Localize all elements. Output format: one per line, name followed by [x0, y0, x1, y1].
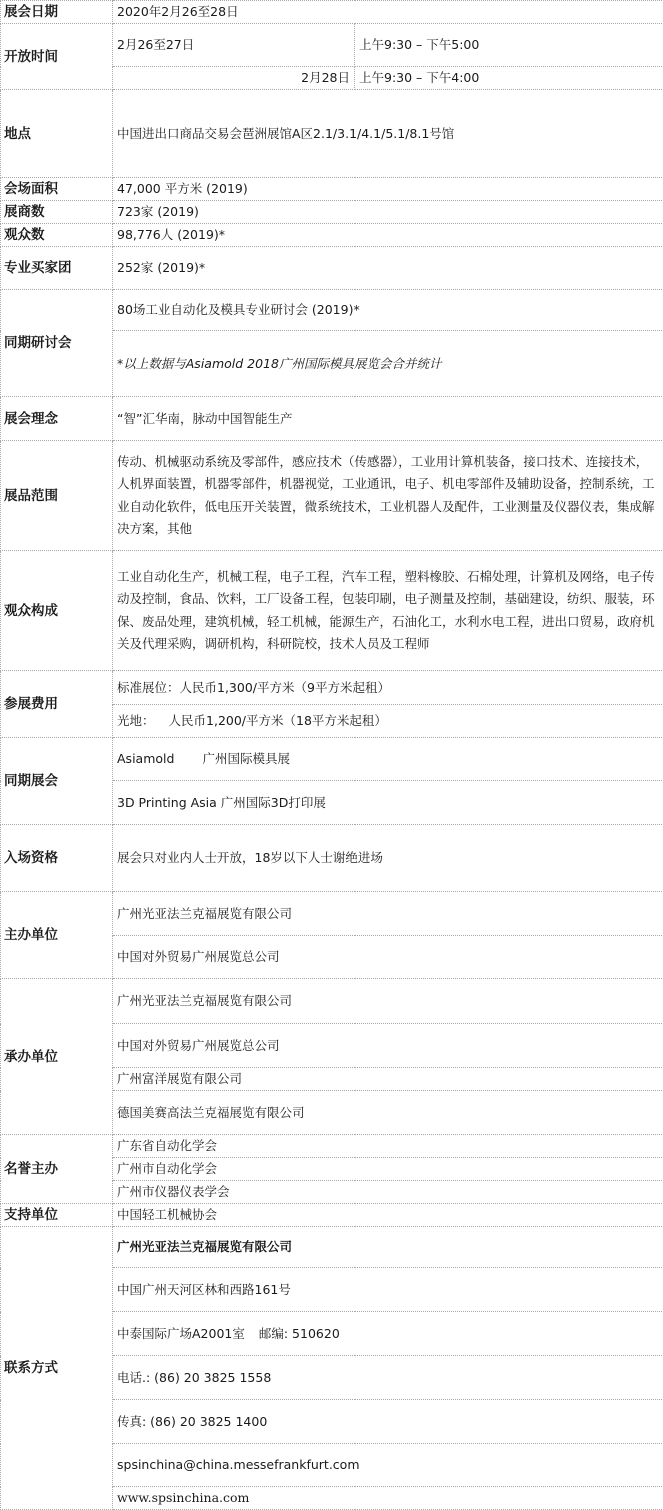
coorganizer-item: 德国美赛高法兰克福展览有限公司: [113, 1091, 663, 1135]
organizer-item: 中国对外贸易广州展览总公司: [113, 936, 663, 979]
row-label-concurrent: 同期展会: [1, 738, 113, 825]
support-value: 中国轻工机械协会: [113, 1204, 663, 1227]
contact-company: 广州光亚法兰克福展览有限公司: [113, 1227, 663, 1268]
row-label-visitors: 观众数: [1, 224, 113, 247]
contact-website[interactable]: www.spsinchina.com: [113, 1487, 663, 1510]
contact-phone: 电话.: (86) 20 3825 1558: [113, 1356, 663, 1400]
hours-date-2: 2月28日: [113, 67, 355, 90]
venue: 中国进出口商品交易会琶洲展馆A区2.1/3.1/4.1/5.1/8.1号馆: [113, 90, 663, 178]
hours-date-1: 2月26至27日: [113, 24, 355, 67]
row-label-honorary: 名誉主办: [1, 1135, 113, 1204]
row-label-buyers: 专业买家团: [1, 247, 113, 290]
concept-value: “智”汇华南，脉动中国智能生产: [113, 397, 663, 441]
contact-room-label: 中泰国际广场A2001室: [117, 1326, 245, 1341]
row-label-exhibitors: 展商数: [1, 201, 113, 224]
contact-postcode: 邮编: 510620: [259, 1326, 340, 1341]
hours-time-1: 上午9:30 – 下午5:00: [355, 24, 663, 67]
concurrent-a: [113, 738, 663, 781]
fee-standard: 标准展位：人民币1,300/平方米（9平方米起租）: [113, 671, 663, 705]
seminar-count: 80场工业自动化及模具专业研讨会 (2019)*: [113, 290, 663, 331]
row-label-concept: 展会理念: [1, 397, 113, 441]
seminar-note: *以上数据与Asiamold 2018广州国际模具展览会合并统计: [113, 331, 663, 397]
row-label-venue: 地点: [1, 90, 113, 178]
row-label-audience: 观众构成: [1, 551, 113, 671]
row-label-area: 会场面积: [1, 178, 113, 201]
admission-value: 展会只对业内人士开放，18岁以下人士谢绝进场: [113, 825, 663, 892]
audience-value: 工业自动化生产，机械工程，电子工程，汽车工程，塑料橡胶、石棉处理，计算机及网络，电子传动及控制，食品、饮料，工厂设备工程，包装印刷，电子测量及控制，基础建设，纺织、服装，环保、废品处理，建筑机械，轻工机械，能源生产，石油化工，水利水电工程，进出口贸易，政府机关及代理采购，调研机构，科研院校，技术人员及工程师: [113, 551, 663, 671]
row-label-coorganizer: 承办单位: [1, 979, 113, 1135]
row-label-contact: 联系方式: [1, 1227, 113, 1510]
coorganizer-item: 广州富洋展览有限公司: [113, 1068, 663, 1091]
contact-fax: 传真: (86) 20 3825 1400: [113, 1400, 663, 1444]
fee-space: [113, 705, 663, 738]
fee-space-value: 人民币1,200/平方米（18平方米起租）: [169, 713, 387, 728]
area-value: 47,000 平方米 (2019): [113, 178, 663, 201]
visitors-value: 98,776人 (2019)*: [113, 224, 663, 247]
fee-space-label: 光地：: [117, 713, 155, 728]
row-label-date: 展会日期: [1, 1, 113, 24]
coorganizer-item: 广州光亚法兰克福展览有限公司: [113, 979, 663, 1024]
honorary-item: 广州市仪器仪表学会: [113, 1181, 663, 1204]
honorary-item: 广东省自动化学会: [113, 1135, 663, 1158]
row-label-products: 展品范围: [1, 441, 113, 551]
products-value: 传动、机械驱动系统及零部件，感应技术（传感器），工业用计算机装备，接口技术、连接技术，人机界面装置，机器零部件，机器视觉，工业通讯，电子、机电零部件及辅助设备，控制系统，工业自动化软件，低电压开关装置，微系统技术，工业机器人及配件，工业测量及仪器仪表，集成解决方案，其他: [113, 441, 663, 551]
contact-email[interactable]: spsinchina@china.messefrankfurt.com: [113, 1444, 663, 1487]
contact-address: 中国广州天河区林和西路161号: [113, 1268, 663, 1312]
concurrent-a-desc: 广州国际模具展: [202, 751, 290, 766]
buyers-value: 252家 (2019)*: [113, 247, 663, 290]
contact-room: [113, 1312, 663, 1356]
honorary-item: 广州市自动化学会: [113, 1158, 663, 1181]
organizer-item: 广州光亚法兰克福展览有限公司: [113, 892, 663, 936]
concurrent-b: 3D Printing Asia 广州国际3D打印展: [113, 781, 663, 825]
row-label-admission: 入场资格: [1, 825, 113, 892]
coorganizer-item: 中国对外贸易广州展览总公司: [113, 1024, 663, 1068]
event-date: 2020年2月26至28日: [113, 1, 663, 24]
concurrent-a-name: Asiamold: [117, 751, 174, 766]
row-label-seminar: 同期研讨会: [1, 290, 113, 397]
row-label-organizer: 主办单位: [1, 892, 113, 979]
exhibitors-value: 723家 (2019): [113, 201, 663, 224]
row-label-support: 支持单位: [1, 1204, 113, 1227]
row-label-fees: 参展费用: [1, 671, 113, 738]
row-label-hours: 开放时间: [1, 24, 113, 90]
hours-time-2: 上午9:30 – 下午4:00: [355, 67, 663, 90]
